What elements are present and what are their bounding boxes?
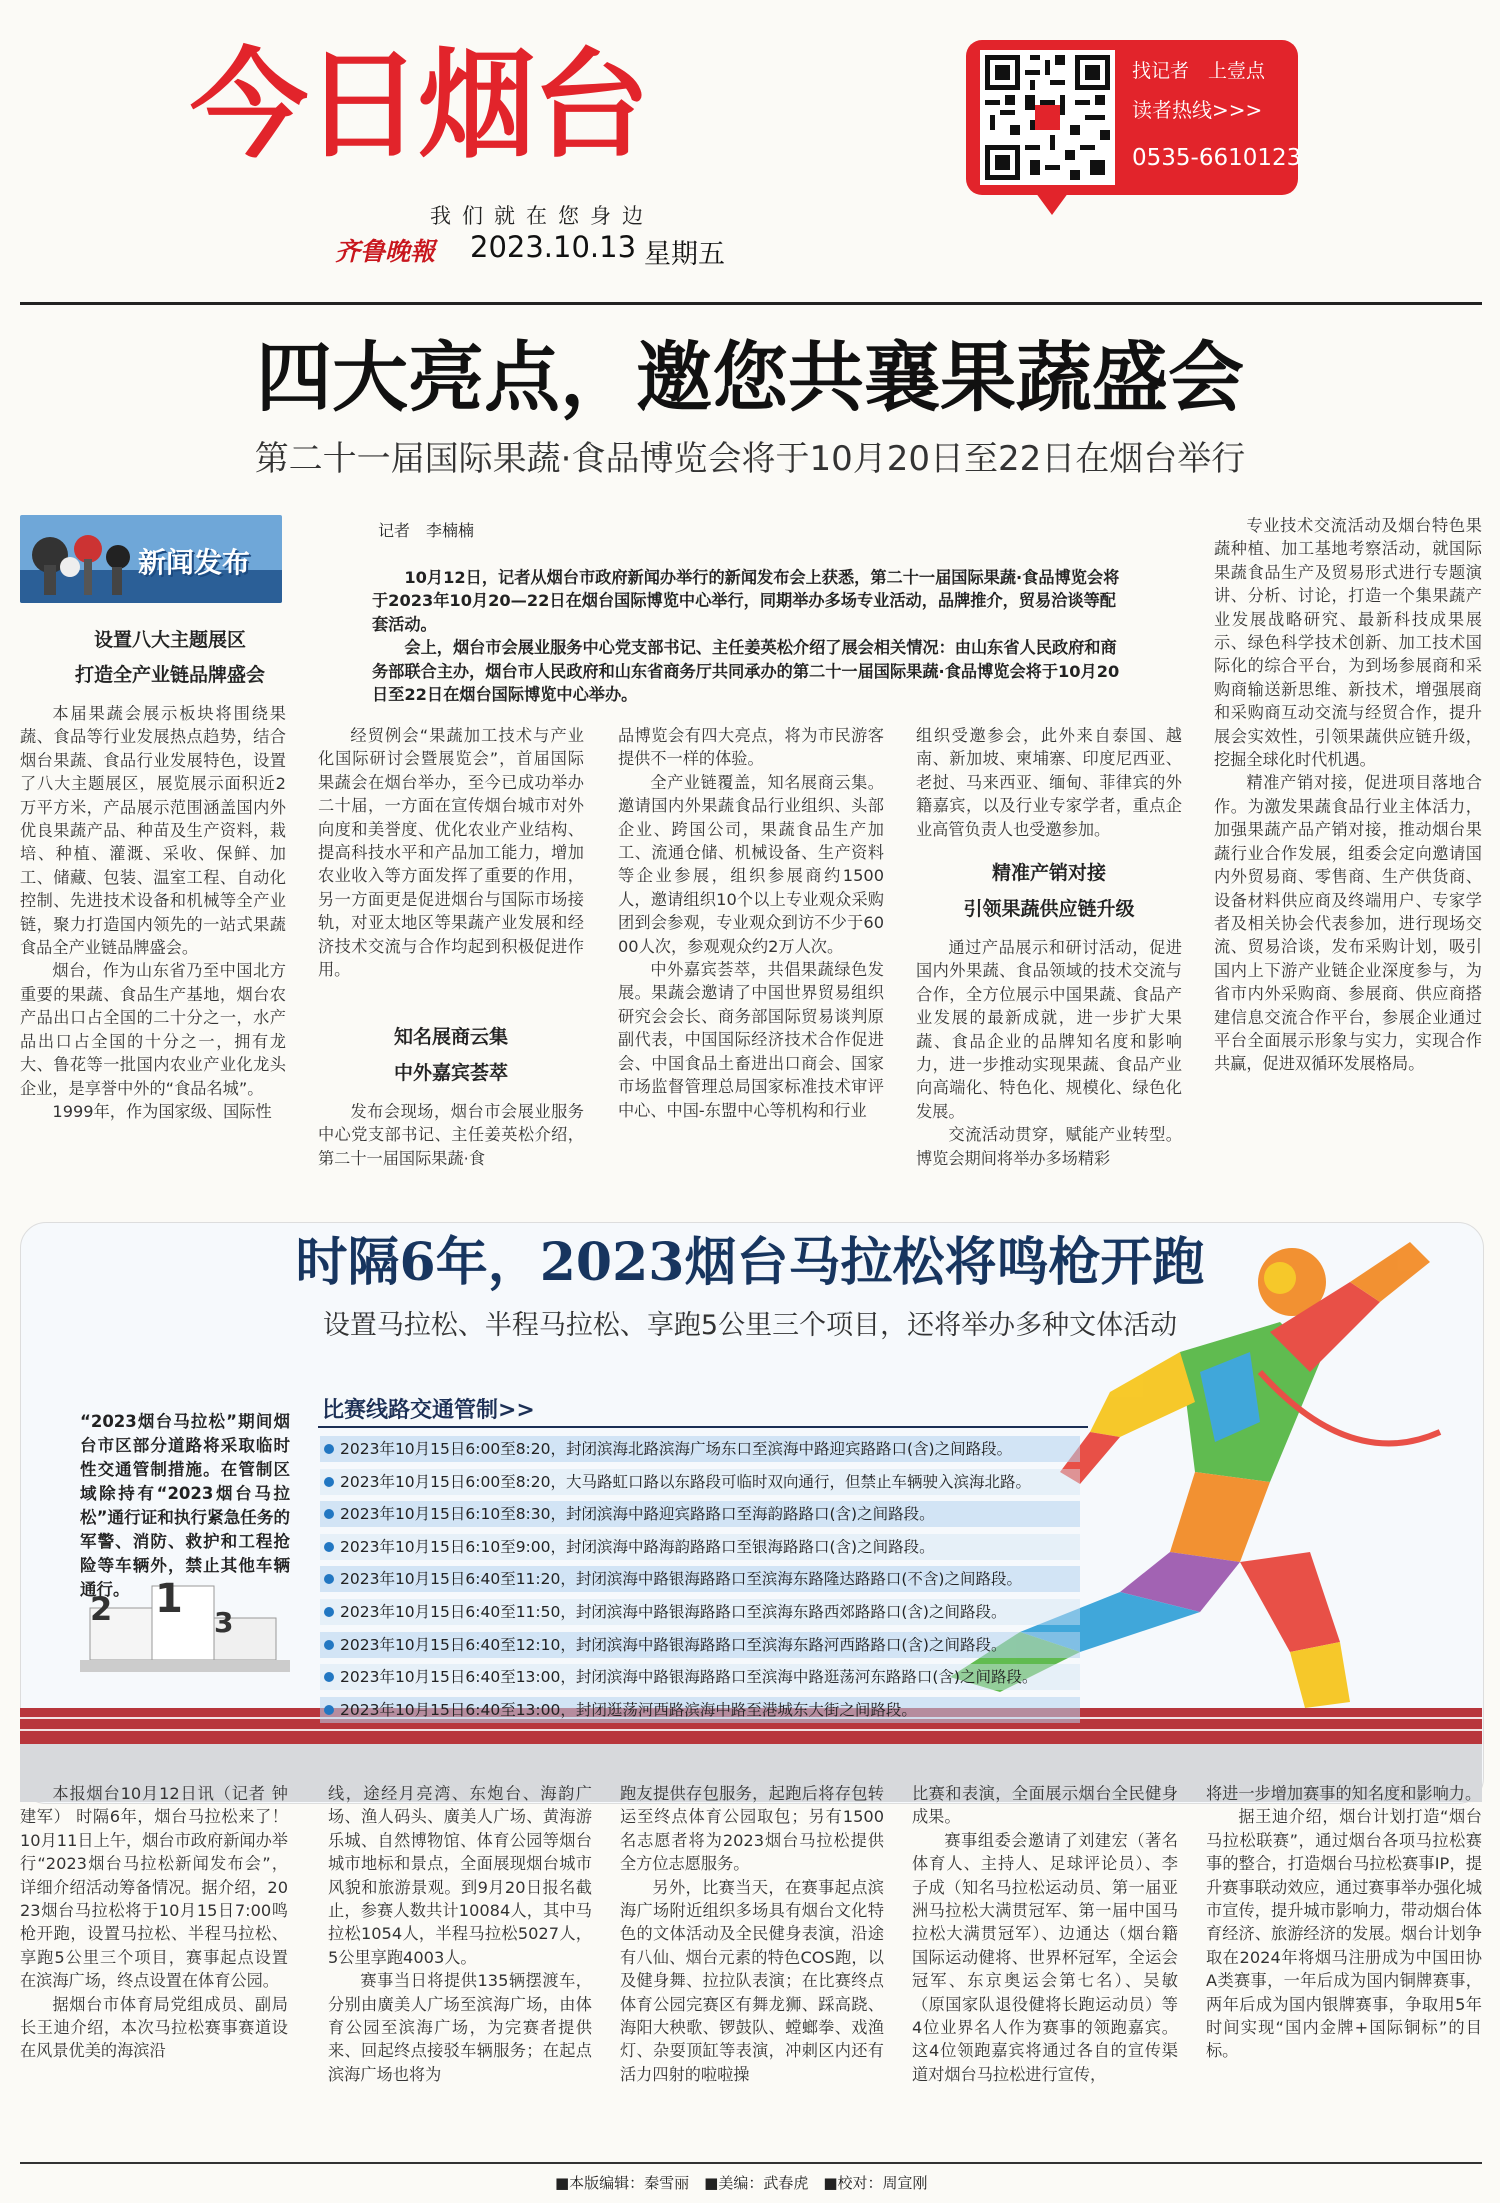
paragraph: 1999年，作为国家级、国际性	[52, 1101, 272, 1121]
paragraph: 赛事当日将提供135辆摆渡车，分别由廣美人广场至滨海广场，由体育公园至滨海广场，为完赛者提供来、回起终点接驳车辆服务；在起点滨海广场也将为	[328, 1971, 592, 2084]
traffic-route-item	[320, 1534, 1080, 1560]
podium-number-2: 2	[90, 1590, 113, 1628]
podium-number-1: 1	[155, 1576, 183, 1622]
footer-rule	[20, 2162, 1482, 2164]
story1-column-2b	[318, 1100, 584, 1172]
paragraph: 全产业链覆盖，知名展商云集。邀请国内外果蔬食品行业组织、头部企业、跨国公司，果蔬食品生产加工、流通仓储、机械设备、生产资料等企业参展，组织参展商约1500人，邀请组织10个以上专业观众采购团到会参观，专业观众到访不少于6000人次，参观观众约2万人次。	[618, 772, 884, 956]
story1-column-2	[318, 724, 584, 1008]
bullet-icon	[324, 1477, 334, 1487]
traffic-route-item	[320, 1436, 1080, 1462]
paragraph: 线，途经月亮湾、东炮台、海韵广场、渔人码头、廣美人广场、黄海游乐城、自然博物馆、体育公园等烟台城市地标和景点，全面展现烟台城市风貌和旅游景观。到9月20日报名截止，参赛人数共计10084人，其中马拉松1054人，半程马拉松5027人，5公里享跑4003人。	[328, 1784, 592, 1967]
bullet-icon	[324, 1607, 334, 1617]
traffic-notice	[80, 1410, 290, 1602]
bullet-icon	[324, 1672, 334, 1682]
paragraph: 本报烟台10月12日讯（记者 钟建军） 时隔6年，烟台马拉松来了！10月11日上午，烟台市政府新闻办举行“2023烟台马拉松新闻发布会”，详细介绍活动筹备情况。据介绍，2023烟台马拉松将于10月15日7:00鸣枪开跑，设置马拉松、半程马拉松、享跑5公里三个项目，赛事起点设置在滨海广场，终点设置在体育公园。	[20, 1784, 288, 1991]
traffic-notice-text: “2023烟台马拉松”期间烟台市区部分道路将采取临时性交通管制措施。在管制区域除持有“2023烟台马拉松”通行证和执行紧急任务的军警、消防、救护和工程抢险等车辆外，禁止其他车辆通行。	[80, 1412, 290, 1599]
news-release-label: 新闻发布	[138, 546, 251, 579]
paragraph: 精准产销对接，促进项目落地合作。为激发果蔬食品行业主体活力，加强果蔬产品产销对接，推动烟台果蔬行业合作发展，组委会定向邀请国内外贸易商、零售商、生产供货商、设备材料供应商及终端用户、专家学者及相关协会代表参加，进行现场交流、贸易洽谈，发布采购计划，吸引国内上下游产业链企业深度参与，为省市内外采购商、参展商、供应商搭建信息交流合作平台，参展企业通过平台全面展示形象与实力，实现合作共赢，促进双循环发展格局。	[1214, 773, 1482, 1074]
traffic-route-text: 2023年10月15日6:40至12:10，封闭滨海中路银海路路口至滨海东路河西路路口(含)之间路段。	[340, 1635, 1007, 1654]
bullet-icon	[324, 1640, 334, 1650]
bullet-icon	[324, 1705, 334, 1715]
paragraph: 跑友提供存包服务，起跑后将存包转运至终点体育公园取包；另有1500名志愿者将为2023烟台马拉松提供全方位志愿服务。	[620, 1784, 884, 1874]
hotline-box-tail	[1030, 185, 1074, 215]
story2-column-5	[1206, 1782, 1482, 2152]
traffic-route-item	[320, 1599, 1080, 1625]
paragraph: 据烟台市体育局党组成员、副局长王迪介绍，本次马拉松赛事赛道设在风景优美的海滨沿	[20, 1994, 288, 2061]
traffic-route-item	[320, 1697, 1080, 1723]
paragraph: 经贸例会“果蔬加工技术与产业化国际研讨会暨展览会”，首届国际果蔬会在烟台举办，至今已成功举办二十届，一方面在宣传烟台城市对外向度和美誉度、优化农业产业结构、提高科技水平和产品加工能力，增加农业收入等方面发挥了重要的作用，另一方面更是促进烟台与国际市场接轨，对亚太地区等果蔬产业发展和经济技术交流与合作均起到积极促进作用。	[318, 726, 584, 980]
paragraph: 烟台，作为山东省乃至中国北方重要的果蔬、食品生产基地，烟台农产品出口占全国的二十分之一，水产品出口占全国的十分之一，拥有龙大、鲁花等一批国内农业产业化龙头企业，是享誉中外的“食品名城”。	[20, 961, 286, 1098]
story2-column-4	[912, 1782, 1178, 2152]
bullet-icon	[324, 1444, 334, 1454]
paragraph: 交流活动贯穿，赋能产业转型。博览会期间将举办多场精彩	[916, 1125, 1182, 1168]
hotline-number[interactable]: 0535-6610123	[1132, 145, 1302, 171]
story1-column-5	[1214, 514, 1482, 1172]
bullet-icon	[324, 1574, 334, 1584]
traffic-route-item	[320, 1469, 1080, 1495]
story2-column-2	[328, 1782, 592, 2152]
story1-column-4	[916, 724, 1182, 842]
paragraph: 另外，比赛当天，在赛事起点滨海广场附近组织多场具有烟台文化特色的文体活动及全民健身表演，沿途有八仙、烟台元素的特色COS跑，以及健身舞、拉拉队表演；在比赛终点体育公园完赛区有舞龙狮、踩高跷、海阳大秧歌、锣鼓队、螳螂拳、戏渔灯、杂耍顶缸等表演，冲刺区内还有活力四射的啦啦操	[620, 1877, 884, 2084]
paragraph: 组织受邀参会，此外来自泰国、越南、新加坡、柬埔寨、印度尼西亚、老挝、马来西亚、缅甸、菲律宾的外籍嘉宾，以及行业专家学者，重点企业高管负责人也受邀参加。	[916, 726, 1182, 839]
contact-line-1: 找记者 上壹点	[1132, 60, 1266, 82]
col1-heading-2: 打造全产业链品牌盛会	[74, 664, 265, 686]
traffic-route-item	[320, 1664, 1080, 1690]
lead-paragraph: 会上，烟台市会展业服务中心党支部书记、主任姜英松介绍了展会相关情况：由山东省人民政府和商务部联合主办，烟台市人民政府和山东省商务厅共同承办的第二十一届国际果蔬·食品博览会将于10月20日至22日在烟台国际博览中心举办。	[372, 638, 1120, 705]
traffic-route-text: 2023年10月15日6:10至8:30，封闭滨海中路迎宾路路口至海韵路路口(含)之间路段。	[340, 1505, 935, 1524]
traffic-control-title: 比赛线路交通管制>>	[322, 1398, 535, 1423]
traffic-route-text: 2023年10月15日6:10至9:00，封闭滨海中路海韵路路口至银海路路口(含)之间路段。	[340, 1537, 935, 1556]
paragraph: 比赛和表演，全面展示烟台全民健身成果。	[912, 1784, 1178, 1827]
col2-heading-2: 中外嘉宾荟萃	[393, 1062, 508, 1084]
paragraph: 据王迪介绍，烟台计划打造“烟台马拉松联赛”，通过烟台各项马拉松赛事的整合，打造烟台马拉松赛事IP，提升赛事联动效应，通过赛事举办强化城市宣传，提升城市影响力，带动烟台体育经济、旅游经济的发展。烟台计划争取在2024年将烟马注册成为中国田协A类赛事，一年后成为国内铜牌赛事，两年后成为国内银牌赛事，争取用5年时间实现“国内金牌+国际铜标”的目标。	[1206, 1807, 1482, 2061]
traffic-route-text: 2023年10月15日6:40至13:00，封闭滨海中路银海路路口至滨海中路逛荡河东路路口(含)之间路段。	[340, 1668, 1038, 1687]
qr-code-icon[interactable]	[980, 50, 1115, 185]
paragraph: 本届果蔬会展示板块将围绕果蔬、食品等行业发展热点趋势，结合烟台果蔬、食品行业发展特色，设置了八大主题展区，展览展示面积近2万平方米，产品展示范围涵盖国内外优良果蔬产品、种苗及生产资料，栽培、种植、灌溉、采收、保鲜、加工、储藏、包装、温室工程、自动化控制、先进技术设备和机械等全产业链，聚力打造国内领先的一站式果蔬食品全产业链品牌盛会。	[20, 704, 286, 958]
paper-name: 齐鲁晚報	[335, 237, 436, 266]
traffic-route-text: 2023年10月15日6:40至11:20，封闭滨海中路银海路路口至滨海东路隆达路路口(不含)之间路段。	[340, 1570, 1022, 1589]
story1-column-1	[20, 702, 286, 1172]
traffic-route-text: 2023年10月15日6:00至8:20，大马路虹口路以东路段可临时双向通行，但禁止车辆驶入滨海北路。	[340, 1472, 1032, 1491]
traffic-route-text: 2023年10月15日6:00至8:20，封闭滨海北路滨海广场东口至滨海中路迎宾路路口(含)之间路段。	[340, 1440, 1013, 1458]
col4-heading-1: 精准产销对接	[991, 862, 1106, 884]
paragraph: 品博览会有四大亮点，将为市民游客提供不一样的体验。	[618, 726, 884, 769]
paragraph: 专业技术交流活动及烟台特色果蔬种植、加工基地考察活动，就国际果蔬食品生产及贸易形式进行专题演讲、分析、讨论，打造一个集果蔬产业发展战略研究、最新科技成果展示、绿色科学技术创新、加工技术国际化的综合平台，为到场参展商和采购商输送新思维、新技术，增强展商和采购商互动交流与经贸合作，提升展会实效性，引领果蔬供应链升级，挖掘全球化时代机遇。	[1214, 516, 1482, 770]
story2-column-3	[620, 1782, 884, 2152]
story2-column-1	[20, 1782, 288, 2152]
traffic-title-rule	[318, 1426, 1088, 1428]
story2-subheadline: 设置马拉松、半程马拉松、享跑5公里三个项目，还将举办多种文体活动	[322, 1310, 1178, 1341]
paragraph: 将进一步增加赛事的知名度和影响力。	[1206, 1784, 1482, 1803]
story1-column-4b	[916, 936, 1182, 1172]
col2-heading-1: 知名展商云集	[393, 1026, 508, 1048]
paragraph: 中外嘉宾荟萃，共倡果蔬绿色发展。果蔬会邀请了中国世界贸易组织研究会会长、商务部国际贸易谈判原副代表，中国国际经济技术合作促进会、中国食品土畜进出口商会、国家市场监督管理总局国家标准技术审评中心、中国-东盟中心等机构和行业	[618, 960, 884, 1120]
issue-date: 2023.10.13	[470, 230, 637, 264]
bullet-icon	[324, 1542, 334, 1552]
page-credits: ■本版编辑：秦雪丽 ■美编：武春虎 ■校对：周宣刚	[555, 2174, 928, 2192]
contact-line-2: 读者热线>>>	[1132, 98, 1263, 122]
paragraph: 赛事组委会邀请了刘建宏（著名体育人、主持人、足球评论员）、李子成（知名马拉松运动员、第一届亚洲马拉松大满贯冠军、第一届中国马拉松大满贯冠军）、边通达（烟台籍国际运动健将、世界杯冠军，全运会冠军、东京奥运会第七名）、吴敏（原国家队退役健将长跑运动员）等4位业界名人作为赛事的领跑嘉宾。这4位领跑嘉宾将通过各自的宣传渠道对烟台马拉松进行宣传，	[912, 1830, 1178, 2084]
paragraph: 发布会现场，烟台市会展业服务中心党支部书记、主任姜英松介绍，第二十一届国际果蔬·食	[318, 1102, 584, 1168]
traffic-route-item	[320, 1501, 1080, 1527]
col4-heading-2: 引领果蔬供应链升级	[963, 898, 1135, 920]
news-release-badge	[20, 515, 282, 603]
issue-weekday: 星期五	[644, 239, 725, 270]
masthead-logo: 今日烟台	[190, 36, 647, 174]
col1-heading-1: 设置八大主题展区	[93, 629, 246, 651]
lead-paragraph: 10月12日，记者从烟台市政府新闻办举行的新闻发布会上获悉，第二十一届国际果蔬·食品博览会将于2023年10月20—22日在烟台国际博览中心举行，同期举办多场专业活动，品牌推介，贸易洽谈等配套活动。	[372, 568, 1120, 634]
traffic-route-item	[320, 1566, 1080, 1592]
story1-byline: 记者 李楠楠	[378, 521, 475, 540]
masthead-slogan: 我们就在您身边	[430, 204, 654, 228]
story2-headline: 时隔6年，2023烟台马拉松将鸣枪开跑	[295, 1232, 1205, 1293]
story1-column-3	[618, 724, 884, 1172]
bullet-icon	[324, 1509, 334, 1519]
traffic-route-item	[320, 1632, 1080, 1658]
masthead-rule	[20, 302, 1482, 305]
traffic-route-text: 2023年10月15日6:40至11:50，封闭滨海中路银海路路口至滨海东路西郊路路口(含)之间路段。	[340, 1603, 1007, 1621]
story1-headline: 四大亮点，邀您共襄果蔬盛会	[256, 333, 1244, 422]
story1-subheadline: 第二十一届国际果蔬·食品博览会将于10月20日至22日在烟台举行	[254, 439, 1246, 479]
paragraph: 通过产品展示和研讨活动，促进国内外果蔬、食品领域的技术交流与合作，全方位展示中国果蔬、食品产业发展的最新成就，进一步扩大果蔬、食品企业的品牌知名度和影响力，进一步推动实现果蔬、食品产业向高端化、特色化、规模化、绿色化发展。	[916, 938, 1182, 1121]
traffic-route-text: 2023年10月15日6:40至13:00，封闭逛荡河西路滨海中路至港城东大街之间路段。	[340, 1700, 917, 1719]
story1-lead	[372, 566, 1130, 706]
podium-number-3: 3	[214, 1606, 234, 1639]
